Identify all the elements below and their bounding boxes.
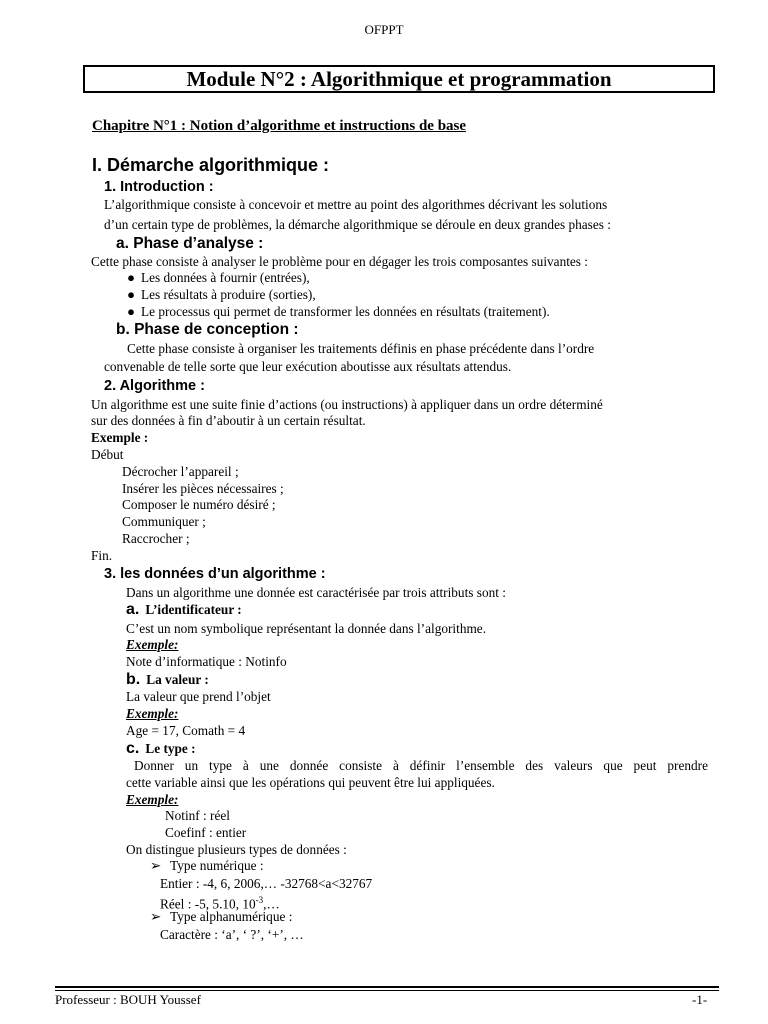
attribute-letter: a. bbox=[126, 601, 140, 618]
list-item-text: Les données à fournir (entrées), bbox=[141, 270, 310, 285]
valeur-text: La valeur que prend l’objet bbox=[126, 689, 271, 704]
chapter-title: Chapitre N°1 : Notion d’algorithme et instructions de base bbox=[92, 118, 467, 134]
donnees-intro: Dans un algorithme une donnée est caractérisée par trois attributs sont : bbox=[126, 585, 506, 600]
type-alpha-item bbox=[150, 909, 292, 925]
real-example-prefix: Réel : -5, 5.10, 10 bbox=[160, 896, 256, 912]
attribute-title-text: Le type : bbox=[145, 741, 196, 756]
list-item-text: Les résultats à produire (sorties), bbox=[141, 287, 316, 302]
list-item bbox=[127, 304, 550, 320]
example-label: Exemple: bbox=[126, 706, 179, 721]
footer-divider bbox=[55, 986, 719, 988]
subsection-title-algorithme: 2. Algorithme : bbox=[104, 378, 205, 394]
type-example-1: Notinf : réel bbox=[165, 808, 230, 823]
intro-text-line2: d’un certain type de problèmes, la démarche algorithmique se déroule en deux grandes phases : bbox=[104, 217, 611, 232]
valeur-example: Age = 17, Comath = 4 bbox=[126, 723, 246, 738]
types-intro: On distingue plusieurs types de données : bbox=[126, 842, 347, 857]
page-number: -1- bbox=[692, 992, 708, 1007]
type-numerique-item bbox=[150, 858, 264, 874]
type-text-line1-content: Donner un type à une donnée consiste à définir l’ensemble des valeurs que peut prendre bbox=[134, 758, 708, 773]
arrow-icon: ➢ bbox=[150, 909, 162, 924]
attribute-letter: c. bbox=[126, 740, 140, 757]
real-example-exponent: -3 bbox=[255, 895, 264, 905]
char-example: Caractère : ‘a’, ‘ ?’, ‘+’, … bbox=[160, 927, 304, 942]
type-text-line1 bbox=[126, 758, 708, 775]
list-item bbox=[127, 270, 310, 286]
integer-example: Entier : -4, 6, 2006,… -32768<a<32767 bbox=[160, 876, 373, 891]
list-item bbox=[127, 287, 316, 303]
algorithme-def-line2: sur des données à fin d’aboutir à un certain résultat. bbox=[91, 413, 366, 428]
type-text-line2: cette variable ainsi que les opérations qui peuvent être lui appliquées. bbox=[126, 775, 495, 790]
phase-conception-title: b. Phase de conception : bbox=[116, 321, 299, 338]
arrow-icon: ➢ bbox=[150, 858, 162, 873]
subsection-title-donnees: 3. les données d’un algorithme : bbox=[104, 566, 326, 582]
intro-text-line1: L’algorithmique consiste à concevoir et mettre au point des algorithmes décrivant les solutions bbox=[104, 197, 608, 212]
algo-step: Insérer les pièces nécessaires ; bbox=[122, 481, 284, 496]
attribute-title-text: La valeur : bbox=[146, 672, 209, 687]
section-title-demarche: I. Démarche algorithmique : bbox=[92, 155, 330, 175]
type-numerique-label: Type numérique : bbox=[170, 858, 264, 873]
module-title-text: Module N°2 : Algorithmique et programmation bbox=[186, 66, 612, 91]
attribute-title-identificateur bbox=[126, 601, 242, 619]
example-label: Exemple : bbox=[91, 430, 149, 445]
identificateur-text: C’est un nom symbolique représentant la donnée dans l’algorithme. bbox=[126, 621, 487, 636]
subsection-title-introduction: 1. Introduction : bbox=[104, 179, 214, 195]
algo-step: Décrocher l’appareil ; bbox=[122, 464, 239, 479]
phase-analyse-title: a. Phase d’analyse : bbox=[116, 235, 264, 252]
attribute-title-type bbox=[126, 740, 196, 758]
type-alpha-label: Type alphanumérique : bbox=[170, 909, 293, 924]
algorithme-def-line1: Un algorithme est une suite finie d’actions (ou instructions) à appliquer dans un ordre déterminé bbox=[91, 397, 603, 412]
example-label: Exemple: bbox=[126, 792, 179, 807]
algo-step: Raccrocher ; bbox=[122, 531, 190, 546]
algo-step: Composer le numéro désiré ; bbox=[122, 497, 276, 512]
attribute-letter: b. bbox=[126, 671, 141, 688]
footer-divider-thin bbox=[55, 990, 719, 991]
bullet-icon: ● bbox=[127, 287, 136, 302]
algo-begin: Début bbox=[91, 447, 124, 462]
real-example-suffix: ,… bbox=[263, 896, 280, 912]
example-label: Exemple: bbox=[126, 637, 179, 652]
footer-author: Professeur : BOUH Youssef bbox=[55, 992, 201, 1007]
module-title bbox=[83, 65, 715, 93]
algo-step: Communiquer ; bbox=[122, 514, 206, 529]
bullet-icon: ● bbox=[127, 304, 136, 319]
bullet-icon: ● bbox=[127, 270, 136, 285]
identificateur-example: Note d’informatique : Notinfo bbox=[126, 654, 287, 669]
attribute-title-text: L’identificateur : bbox=[145, 602, 242, 617]
phase-conception-line2: convenable de telle sorte que leur exécution aboutisse aux résultats attendus. bbox=[104, 359, 512, 374]
phase-conception-line1: Cette phase consiste à organiser les traitements définis en phase précédente dans l’ordre bbox=[127, 341, 595, 356]
page-header: OFPPT bbox=[364, 22, 404, 37]
phase-analyse-intro: Cette phase consiste à analyser le problème pour en dégager les trois composantes suivantes : bbox=[91, 254, 589, 269]
attribute-title-valeur bbox=[126, 671, 209, 689]
list-item-text: Le processus qui permet de transformer les données en résultats (traitement). bbox=[141, 304, 550, 319]
algo-end: Fin. bbox=[91, 548, 113, 563]
type-example-2: Coefinf : entier bbox=[165, 825, 247, 840]
